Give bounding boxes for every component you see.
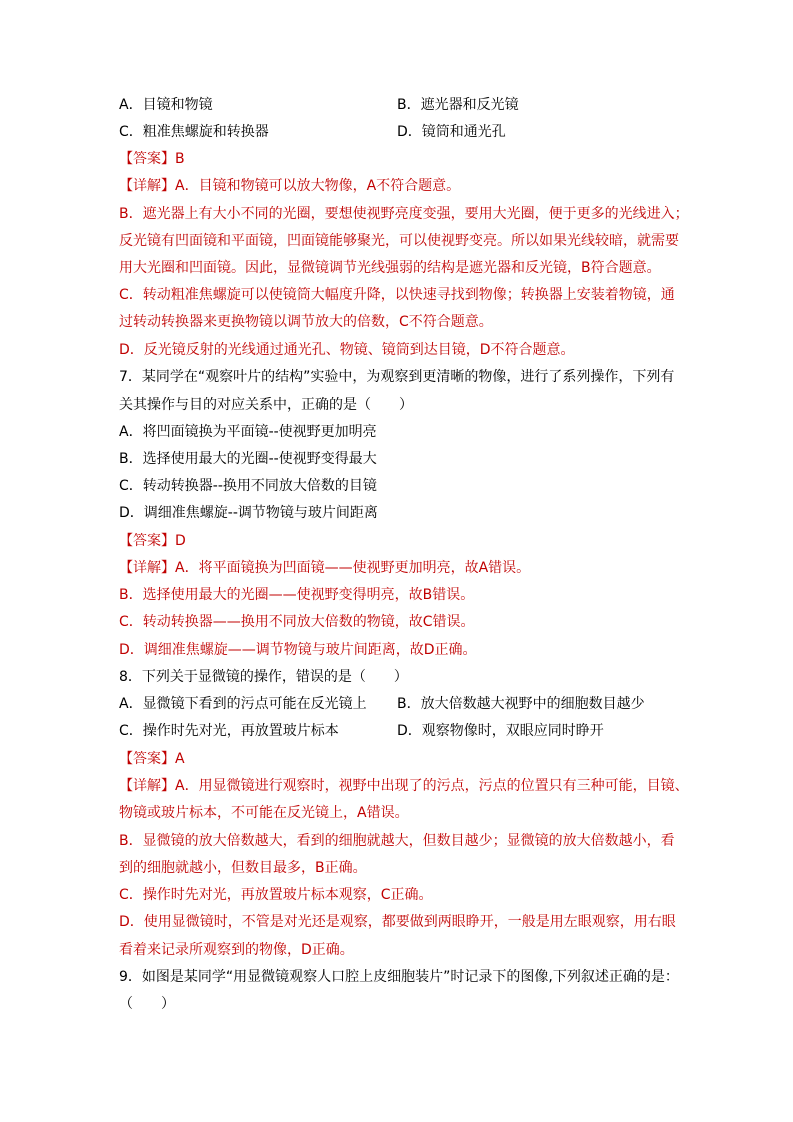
answer-value: B	[175, 151, 185, 167]
q6-option-a: A．目镜和物镜	[119, 97, 213, 113]
q8-option-b: B．放大倍数越大视野中的细胞数目越少	[397, 696, 645, 712]
q7-option-b: B．选择使用最大的光圈--使视野变得最大	[119, 451, 377, 467]
q6-detail-c1: C．转动粗准焦螺旋可以使镜筒大幅度升降，以快速寻找到物像；转换器上安装着物镜，通	[119, 287, 675, 303]
answer-value: D	[175, 533, 186, 549]
q7-option-a: A．将凹面镜换为平面镜--使视野更加明亮	[119, 424, 377, 440]
q8-detail-c: C．操作时先对光，再放置玻片标本观察，C正确。	[119, 887, 433, 903]
detail-label: 【详解】	[119, 560, 175, 576]
detail-label: 【详解】	[119, 778, 175, 794]
q8-answer	[119, 749, 689, 769]
answer-label: 【答案】	[119, 751, 175, 767]
q8-options-row-2	[119, 721, 689, 741]
q8-option-a: A．显微镜下看到的污点可能在反光镜上	[119, 696, 367, 712]
detail-text: A．目镜和物镜可以放大物像，A不符合题意。	[175, 178, 461, 194]
detail-text: A．将平面镜换为凹面镜——使视野更加明亮，故A错误。	[175, 560, 531, 576]
q9-stem-1: 9．如图是某同学“用显微镜观察人口腔上皮细胞装片”时记录下的图像,下列叙述正确的是：	[119, 969, 679, 985]
detail-label: 【详解】	[119, 178, 175, 194]
q6-option-d: D．镜筒和通光孔	[397, 124, 506, 140]
q7-detail-d: D．调细准焦螺旋——调节物镜与玻片间距离，故D正确。	[119, 642, 477, 658]
q6-options-row-1	[119, 95, 689, 115]
q8-detail-a2: 物镜或玻片标本，不可能在反光镜上，A错误。	[119, 805, 409, 821]
q7-option-d: D．调细准焦螺旋--调节物镜与玻片间距离	[119, 505, 378, 521]
q9-stem-2: （ ）	[119, 996, 175, 1012]
q8-detail-d1: D．使用显微镜时，不管是对光还是观察，都要做到两眼睁开，一般是用左眼观察，用右眼	[119, 914, 676, 930]
q6-detail-d: D．反光镜反射的光线通过通光孔、物镜、镜筒到达目镜，D不符合题意。	[119, 342, 575, 358]
q8-detail-b2: 到的细胞就越小，但数目最多，B正确。	[119, 860, 367, 876]
q6-option-c: C．粗准焦螺旋和转换器	[119, 124, 269, 140]
q6-detail-b2: 反光镜有凹面镜和平面镜，凹面镜能够聚光，可以使视野变亮。所以如果光线较暗，就需要	[119, 233, 679, 249]
q7-option-c: C．转动转换器--换用不同放大倍数的目镜	[119, 478, 377, 494]
q7-detail-b: B．选择使用最大的光圈——使视野变得明亮，故B错误。	[119, 587, 475, 603]
answer-label: 【答案】	[119, 151, 175, 167]
q8-stem: 8．下列关于显微镜的操作，错误的是（ ）	[119, 669, 408, 685]
q7-stem-1: 7．某同学在“观察叶片的结构”实验中，为观察到更清晰的物像，进行了系列操作，下列有	[119, 369, 675, 385]
q7-stem-2: 关其操作与目的对应关系中，正确的是（ ）	[119, 397, 413, 413]
q8-option-d: D．观察物像时，双眼应同时睁开	[397, 723, 604, 739]
q6-detail-a	[119, 176, 689, 196]
q8-detail-d2: 看着来记录所观察到的物像，D正确。	[119, 942, 354, 958]
q6-detail-b1: B．遮光器上有大小不同的光圈，要想使视野亮度变强，要用大光圈，便于更多的光线进入；	[119, 206, 689, 222]
detail-text: A．用显微镜进行观察时，视野中出现了的污点，污点的位置只有三种可能，目镜、	[175, 778, 689, 794]
q7-detail-a	[119, 558, 689, 578]
q6-detail-b3: 用大光圈和凹面镜。因此，显微镜调节光线强弱的结构是遮光器和反光镜，B符合题意。	[119, 260, 661, 276]
q6-answer	[119, 149, 689, 169]
q8-detail-b1: B．显微镜的放大倍数越大，看到的细胞就越大，但数目越少；显微镜的放大倍数越小，看	[119, 833, 675, 849]
q8-option-c: C．操作时先对光，再放置玻片标本	[119, 723, 339, 739]
q7-detail-c: C．转动转换器——换用不同放大倍数的物镜，故C错误。	[119, 614, 475, 630]
answer-value: A	[175, 751, 185, 767]
q8-detail-a1	[119, 776, 689, 796]
q7-answer	[119, 531, 689, 551]
answer-label: 【答案】	[119, 533, 175, 549]
q6-option-b: B．遮光器和反光镜	[397, 97, 519, 113]
q6-options-row-2	[119, 122, 689, 142]
q8-options-row-1	[119, 694, 689, 714]
q6-detail-c2: 过转动转换器来更换物镜以调节放大的倍数，C不符合题意。	[119, 314, 493, 330]
